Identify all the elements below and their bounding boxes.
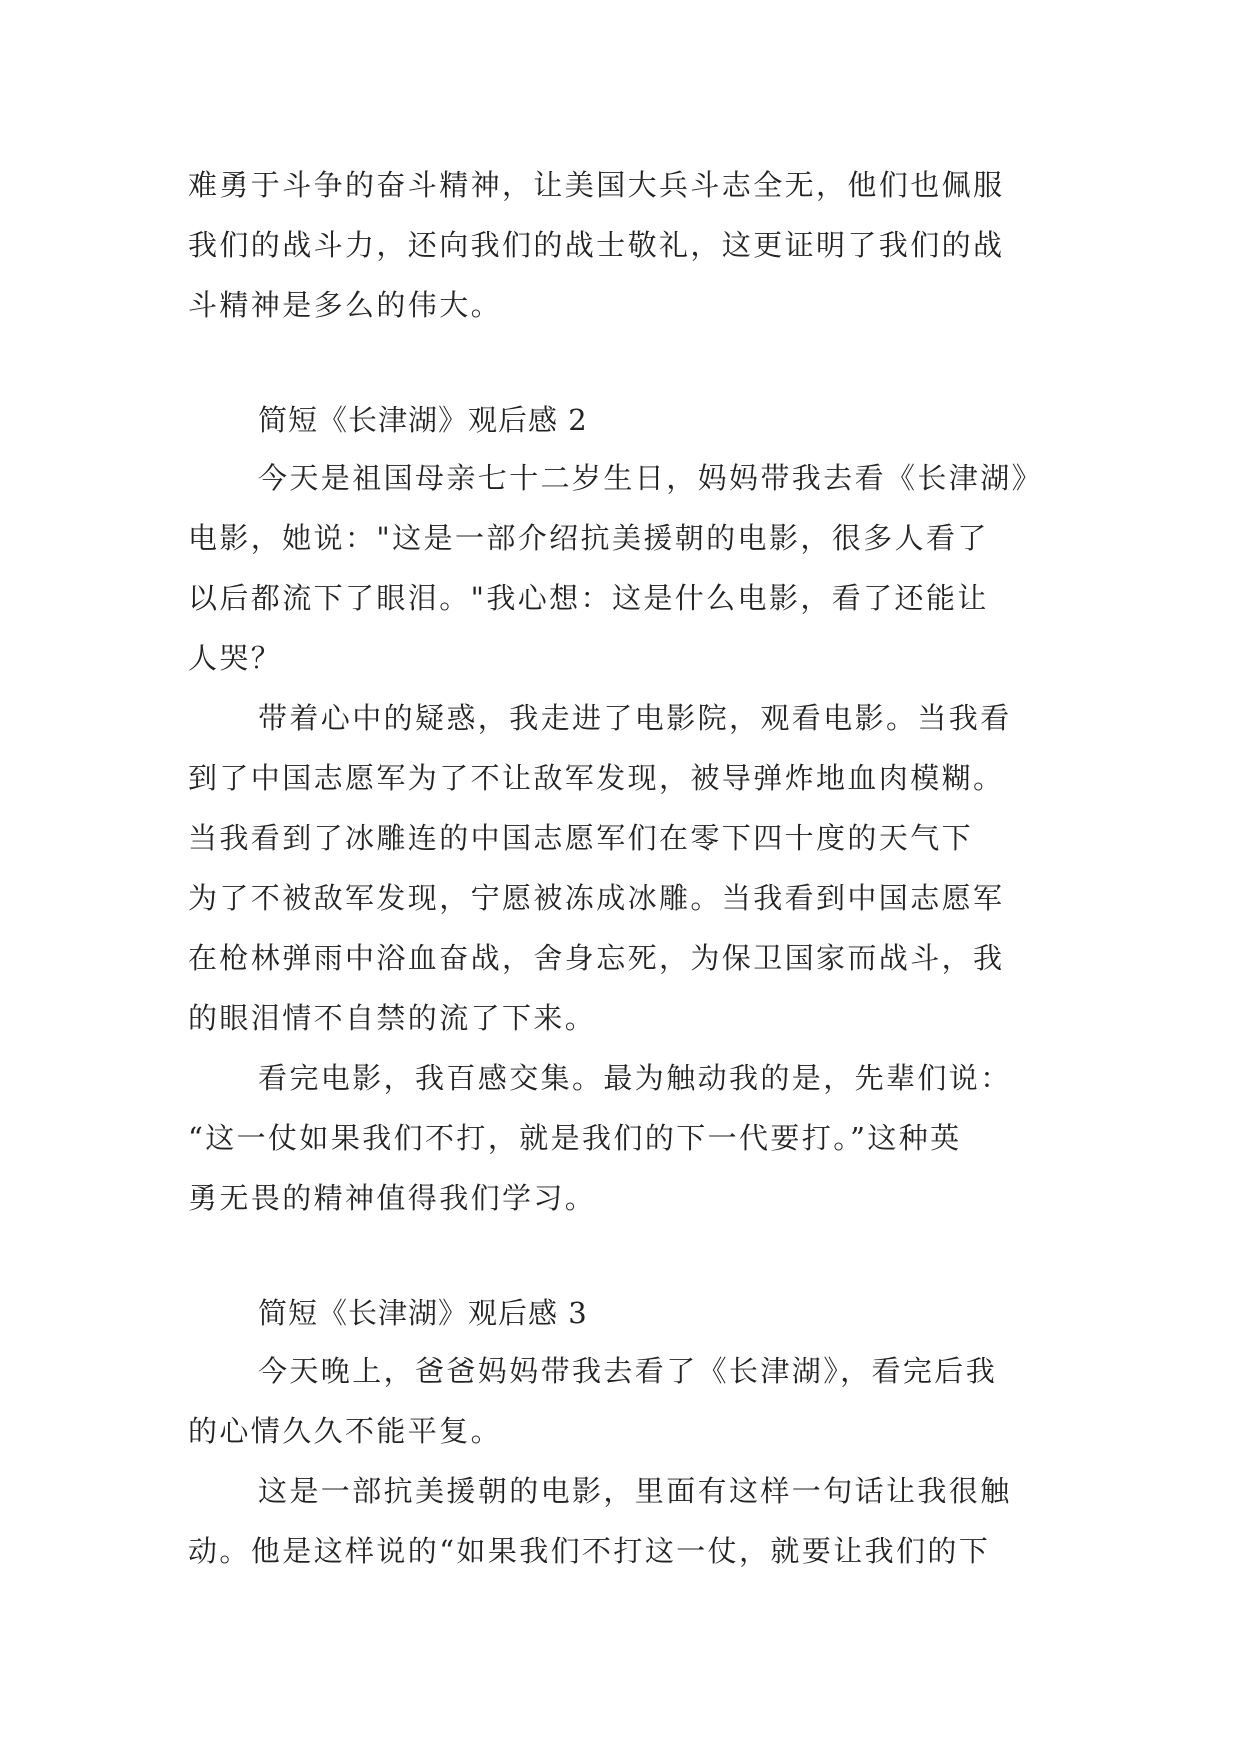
paragraph-line: 人哭？ bbox=[188, 641, 283, 675]
paragraph-line: 带着心中的疑惑，我走进了电影院，观看电影。当我看 bbox=[258, 701, 1012, 735]
paragraph-line: 的眼泪情不自禁的流了下来。 bbox=[188, 1001, 597, 1035]
paragraph-line: 以后都流下了眼泪。"我心想：这是什么电影，看了还能让 bbox=[188, 581, 989, 615]
paragraph-line: 今天是祖国母亲七十二岁生日，妈妈带我去看《长津湖》 bbox=[258, 461, 1044, 495]
paragraph-line: 勇无畏的精神值得我们学习。 bbox=[188, 1181, 597, 1215]
paragraph-line: 我们的战斗力，还向我们的战士敬礼，这更证明了我们的战 bbox=[188, 228, 1005, 262]
section-heading: 简短《长津湖》观后感 3 bbox=[258, 1296, 588, 1330]
paragraph-line: 斗精神是多么的伟大。 bbox=[188, 288, 503, 322]
paragraph-line: 的心情久久不能平复。 bbox=[188, 1414, 503, 1448]
paragraph-line: 为了不被敌军发现，宁愿被冻成冰雕。当我看到中国志愿军 bbox=[188, 881, 1005, 915]
paragraph-line: 到了中国志愿军为了不让敌军发现，被导弹炸地血肉模糊。 bbox=[188, 761, 1005, 795]
paragraph-line: “这一仗如果我们不打，就是我们的下一代要打。”这种英 bbox=[188, 1121, 962, 1155]
paragraph-line: 难勇于斗争的奋斗精神，让美国大兵斗志全无，他们也佩服 bbox=[188, 168, 1005, 202]
paragraph-line: 在枪林弹雨中浴血奋战，舍身忘死，为保卫国家而战斗，我 bbox=[188, 941, 1005, 975]
paragraph-line: 今天晚上，爸爸妈妈带我去看了《长津湖》，看完后我 bbox=[258, 1354, 998, 1388]
paragraph-line: 这是一部抗美援朝的电影，里面有这样一句话让我很触 bbox=[258, 1474, 1012, 1508]
paragraph-line: 电影，她说："这是一部介绍抗美援朝的电影，很多人看了 bbox=[188, 521, 989, 555]
section-heading: 简短《长津湖》观后感 2 bbox=[258, 403, 588, 437]
paragraph-line: 当我看到了冰雕连的中国志愿军们在零下四十度的天气下 bbox=[188, 821, 974, 855]
paragraph-line: 看完电影，我百感交集。最为触动我的是，先辈们说： bbox=[258, 1061, 1012, 1095]
paragraph-line: 动。他是这样说的“如果我们不打这一仗，就要让我们的下 bbox=[188, 1534, 991, 1568]
